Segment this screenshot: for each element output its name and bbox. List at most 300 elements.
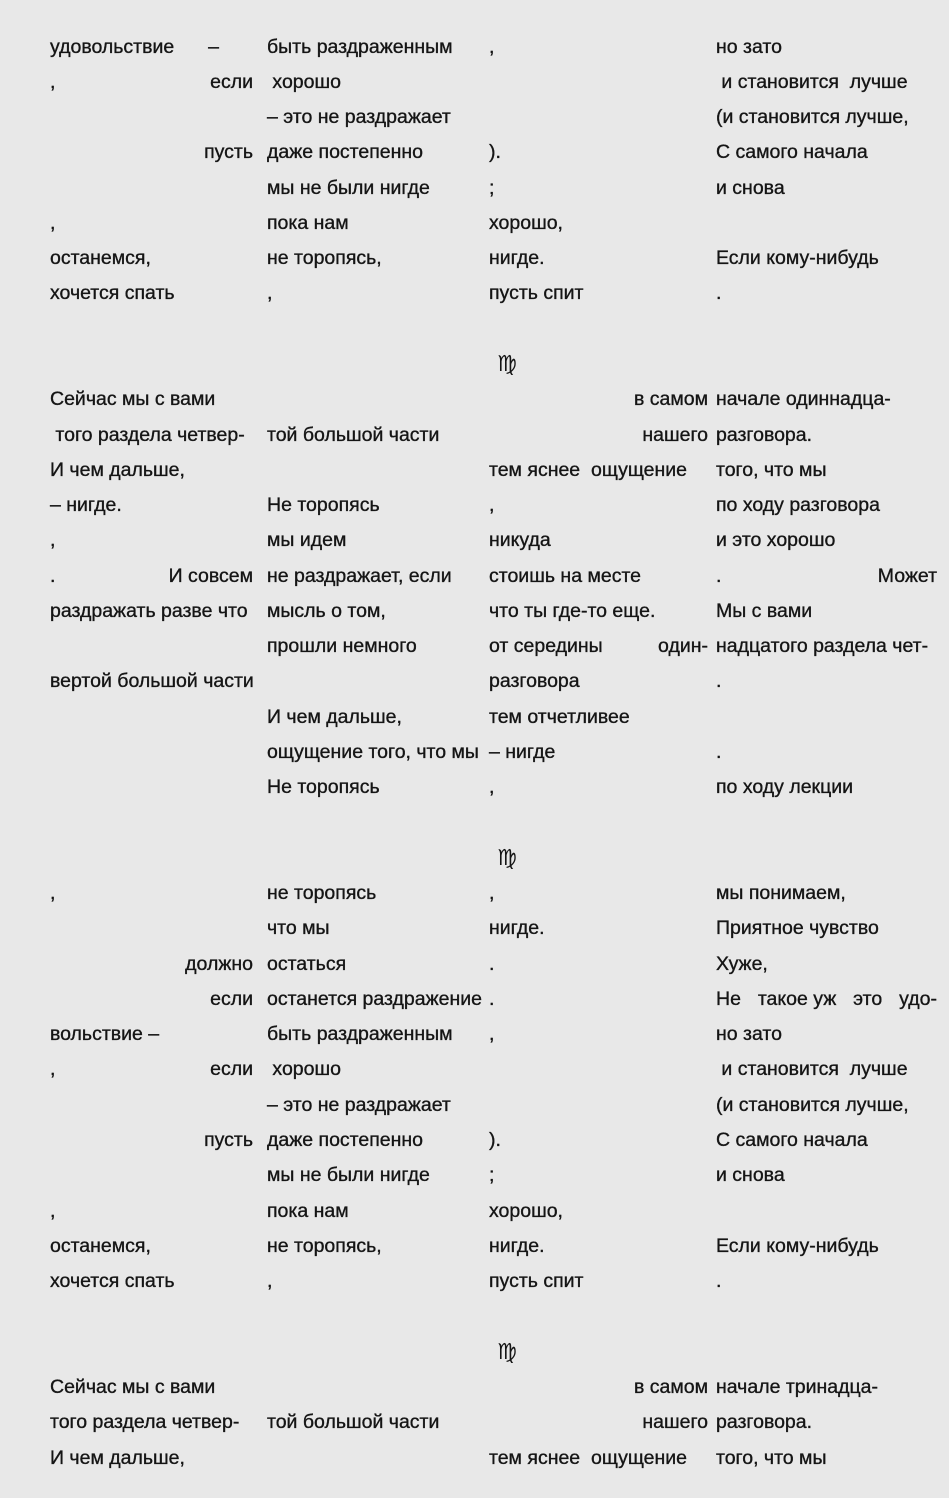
column-4-text xyxy=(716,171,937,206)
column-4-text xyxy=(716,488,937,523)
column-3-text xyxy=(489,382,708,417)
text-line xyxy=(0,594,949,629)
text-fragment: , xyxy=(50,70,56,93)
text-fragment: нигде. xyxy=(489,1234,545,1257)
text-fragment: , xyxy=(489,776,495,799)
column-1-text xyxy=(50,30,253,65)
column-1-text xyxy=(50,1441,253,1476)
text-line xyxy=(0,1370,949,1405)
text-line xyxy=(0,1194,949,1229)
text-fragment: тем яснее ощущение xyxy=(489,458,688,481)
column-4-text xyxy=(716,559,937,594)
text-fragment: и снова xyxy=(716,1164,785,1187)
column-1-text xyxy=(50,1088,253,1123)
column-1-text xyxy=(50,382,253,417)
blank-line xyxy=(0,1299,949,1334)
section-divider xyxy=(0,1335,949,1370)
column-3-text xyxy=(489,982,708,1017)
text-fragment: разговора. xyxy=(716,423,813,446)
column-3-text xyxy=(489,453,708,488)
column-2-text xyxy=(267,418,481,453)
text-fragment: и становится лучше xyxy=(716,1058,908,1081)
column-1-text xyxy=(50,629,253,664)
text-fragment: Может xyxy=(877,564,937,587)
column-1-text xyxy=(50,700,253,735)
text-fragment: нигде. xyxy=(489,247,545,270)
text-line xyxy=(0,453,949,488)
column-3-text xyxy=(489,629,708,664)
text-fragment: в самом xyxy=(633,388,708,411)
text-fragment: , xyxy=(489,35,495,58)
text-fragment: вертой большой части xyxy=(50,670,254,693)
text-fragment: мы не были нигде xyxy=(267,176,430,199)
text-line xyxy=(0,1405,949,1440)
column-4-text xyxy=(716,100,937,135)
column-4-text xyxy=(716,1017,937,1052)
column-3-text xyxy=(489,1405,708,1440)
column-3-text xyxy=(489,1158,708,1193)
text-fragment: даже постепенно xyxy=(267,141,424,164)
text-fragment: – xyxy=(208,35,220,58)
text-fragment: останется раздражение xyxy=(267,987,483,1010)
text-fragment: – нигде xyxy=(489,741,556,763)
column-3-text xyxy=(489,1017,708,1052)
text-fragment: удовольствие xyxy=(50,35,175,58)
text-fragment: (и становится лучше, xyxy=(716,106,909,129)
text-fragment: хорошо, xyxy=(489,1199,563,1222)
text-fragment: и это хорошо xyxy=(716,529,836,552)
column-4-text xyxy=(716,1229,937,1264)
column-1-text xyxy=(50,65,253,100)
column-3-text xyxy=(489,770,708,805)
text-line xyxy=(0,65,949,100)
column-4-text xyxy=(716,911,937,946)
column-4-text xyxy=(716,276,937,311)
text-fragment: , xyxy=(267,282,273,305)
text-fragment: по ходу лекции xyxy=(716,776,854,799)
text-fragment: должно xyxy=(185,952,253,975)
column-4-text xyxy=(716,876,937,911)
text-line xyxy=(0,770,949,805)
text-fragment: . xyxy=(489,952,495,975)
text-fragment: ; xyxy=(489,1164,495,1187)
column-3-text xyxy=(489,241,708,276)
column-1-text xyxy=(50,1229,253,1264)
column-3-text xyxy=(489,664,708,699)
text-fragment: надцатого раздела чет- xyxy=(716,635,929,658)
text-fragment: не раздражает, если xyxy=(267,564,452,587)
text-fragment: , xyxy=(267,1270,273,1293)
column-4-text xyxy=(716,382,937,417)
text-fragment: пусть xyxy=(204,141,253,164)
column-3-text xyxy=(489,700,708,735)
column-3-text xyxy=(489,276,708,311)
column-4-text xyxy=(716,523,937,558)
column-1-text xyxy=(50,735,253,770)
text-line xyxy=(0,1441,949,1476)
text-fragment: ощущение того, что мы xyxy=(267,741,479,763)
column-4-text xyxy=(716,1052,937,1087)
text-fragment: даже постепенно xyxy=(267,1129,424,1152)
text-fragment: того, что мы xyxy=(716,1446,827,1469)
text-fragment: мы идем xyxy=(267,529,347,552)
text-line xyxy=(0,488,949,523)
text-line xyxy=(0,735,949,770)
text-fragment: Сейчас мы с вами xyxy=(50,388,216,411)
text-fragment: , xyxy=(50,882,56,905)
text-fragment: – это не раздражает xyxy=(267,106,451,129)
column-1-text xyxy=(50,241,253,276)
column-2-text xyxy=(267,1017,481,1052)
column-3-text xyxy=(489,488,708,523)
text-fragment: вольствие – xyxy=(50,1023,160,1046)
text-line xyxy=(0,523,949,558)
text-fragment: это xyxy=(853,987,883,1010)
column-4-text xyxy=(716,135,937,170)
column-2-text xyxy=(267,1088,481,1123)
virgo-symbol-icon: ♍ xyxy=(497,1339,517,1365)
column-1-text xyxy=(50,1194,253,1229)
column-4-text xyxy=(716,1370,937,1405)
text-fragment: того, что мы xyxy=(716,458,827,481)
text-fragment: от середины xyxy=(489,635,603,658)
text-fragment: начале тринадца- xyxy=(716,1375,878,1398)
text-fragment: И чем дальше, xyxy=(50,1446,185,1469)
text-fragment: мы не были нигде xyxy=(267,1164,430,1187)
text-line xyxy=(0,30,949,65)
text-fragment: , xyxy=(489,882,495,905)
column-2-text xyxy=(267,523,481,558)
text-fragment: хорошо xyxy=(267,1058,341,1081)
column-2-text xyxy=(267,664,481,699)
section-divider xyxy=(0,841,949,876)
column-1-text xyxy=(50,982,253,1017)
text-line xyxy=(0,629,949,664)
blank-line xyxy=(0,806,949,841)
column-3-text xyxy=(489,100,708,135)
text-fragment: , xyxy=(50,529,56,552)
column-3-text xyxy=(489,65,708,100)
text-line xyxy=(0,206,949,241)
section-divider xyxy=(0,347,949,382)
text-fragment: разговора. xyxy=(716,1411,813,1434)
text-fragment: пусть спит xyxy=(489,282,584,305)
column-1-text xyxy=(50,418,253,453)
text-fragment: тем яснее ощущение xyxy=(489,1446,688,1469)
column-3-text xyxy=(489,947,708,982)
column-1-text xyxy=(50,206,253,241)
column-2-text xyxy=(267,206,481,241)
text-line xyxy=(0,559,949,594)
text-fragment: . xyxy=(716,282,722,305)
text-fragment: один- xyxy=(658,635,708,658)
column-2-text xyxy=(267,135,481,170)
column-3-text xyxy=(489,30,708,65)
column-2-text xyxy=(267,1264,481,1299)
text-line xyxy=(0,418,949,453)
column-2-text xyxy=(267,1441,481,1476)
column-4-text xyxy=(716,418,937,453)
column-2-text xyxy=(267,911,481,946)
text-fragment: быть раздраженным xyxy=(267,35,453,58)
text-fragment: той большой части xyxy=(267,423,440,446)
column-1-text xyxy=(50,947,253,982)
text-fragment: не торопясь, xyxy=(267,1234,382,1257)
text-fragment: . xyxy=(50,564,56,587)
column-4-text xyxy=(716,700,937,735)
text-fragment: той большой части xyxy=(267,1411,440,1434)
column-4-text xyxy=(716,664,937,699)
column-3-text xyxy=(489,1194,708,1229)
column-2-text xyxy=(267,559,481,594)
column-2-text xyxy=(267,171,481,206)
column-1-text xyxy=(50,559,253,594)
column-2-text xyxy=(267,1052,481,1087)
text-fragment: но зато xyxy=(716,35,782,58)
column-4-text xyxy=(716,30,937,65)
text-fragment: , xyxy=(489,494,495,517)
column-2-text xyxy=(267,65,481,100)
text-fragment: Приятное чувство xyxy=(716,917,879,940)
text-fragment: . xyxy=(489,987,495,1010)
text-fragment: . xyxy=(716,741,722,763)
column-2-text xyxy=(267,488,481,523)
column-2-text xyxy=(267,382,481,417)
text-fragment: хорошо xyxy=(267,70,341,93)
column-1-text xyxy=(50,523,253,558)
column-4-text xyxy=(716,735,937,770)
column-3-text xyxy=(489,1052,708,1087)
column-3-text xyxy=(489,559,708,594)
column-3-text xyxy=(489,876,708,911)
text-fragment: , xyxy=(50,211,56,234)
text-fragment: начале одиннадца- xyxy=(716,388,891,411)
column-3-text xyxy=(489,1441,708,1476)
column-2-text xyxy=(267,947,481,982)
column-2-text xyxy=(267,30,481,65)
column-2-text xyxy=(267,1370,481,1405)
text-fragment: остаться xyxy=(267,952,347,975)
column-1-text xyxy=(50,770,253,805)
text-fragment: Мы с вами xyxy=(716,599,813,622)
virgo-symbol-icon: ♍ xyxy=(497,351,517,377)
text-fragment: по ходу разговора xyxy=(716,494,880,517)
text-fragment: если xyxy=(210,1058,253,1081)
column-1-text xyxy=(50,664,253,699)
text-line xyxy=(0,1123,949,1158)
text-line xyxy=(0,664,949,699)
column-2-text xyxy=(267,735,481,770)
column-4-text xyxy=(716,1264,937,1299)
column-4-text xyxy=(716,947,937,982)
text-line xyxy=(0,1052,949,1087)
text-fragment: быть раздраженным xyxy=(267,1023,453,1046)
column-2-text xyxy=(267,700,481,735)
text-fragment: останемся, xyxy=(50,1234,151,1257)
text-fragment: . xyxy=(716,564,722,587)
column-2-text xyxy=(267,770,481,805)
column-3-text xyxy=(489,171,708,206)
column-2-text xyxy=(267,1123,481,1158)
text-fragment: останемся, xyxy=(50,247,151,270)
text-line xyxy=(0,100,949,135)
column-3-text xyxy=(489,1229,708,1264)
column-4-text xyxy=(716,770,937,805)
column-2-text xyxy=(267,1194,481,1229)
column-1-text xyxy=(50,100,253,135)
column-4-text xyxy=(716,65,937,100)
text-fragment: . xyxy=(716,670,722,693)
text-fragment: ). xyxy=(489,1129,501,1152)
text-fragment: И чем дальше, xyxy=(50,458,185,481)
text-fragment: мысль о том, xyxy=(267,599,386,622)
column-2-text xyxy=(267,629,481,664)
text-fragment: И чем дальше, xyxy=(267,705,402,728)
column-3-text xyxy=(489,1264,708,1299)
text-fragment: , xyxy=(489,1023,495,1046)
column-3-text xyxy=(489,1088,708,1123)
text-fragment: (и становится лучше, xyxy=(716,1093,909,1116)
column-1-text xyxy=(50,1405,253,1440)
text-fragment: – нигде. xyxy=(50,494,122,517)
text-line xyxy=(0,171,949,206)
column-4-text xyxy=(716,594,937,629)
text-fragment: и снова xyxy=(716,176,785,199)
column-2-text xyxy=(267,982,481,1017)
text-fragment: пусть xyxy=(204,1129,253,1152)
text-fragment: пусть спит xyxy=(489,1270,584,1293)
text-line xyxy=(0,1017,949,1052)
text-fragment: С самого начала xyxy=(716,1129,868,1152)
text-fragment: но зато xyxy=(716,1023,782,1046)
text-fragment: И совсем xyxy=(168,564,253,587)
text-line xyxy=(0,241,949,276)
text-fragment: разговора xyxy=(489,670,580,693)
column-4-text xyxy=(716,982,937,1017)
text-line xyxy=(0,1229,949,1264)
text-line xyxy=(0,700,949,735)
column-3-text xyxy=(489,135,708,170)
column-4-text xyxy=(716,241,937,276)
text-fragment: Хуже, xyxy=(716,952,768,975)
text-fragment: Не торопясь xyxy=(267,494,380,517)
text-line xyxy=(0,876,949,911)
text-fragment: удо- xyxy=(899,987,937,1010)
column-1-text xyxy=(50,276,253,311)
text-line xyxy=(0,382,949,417)
column-3-text xyxy=(489,594,708,629)
text-fragment: что ты где-то еще. xyxy=(489,599,656,622)
column-1-text xyxy=(50,1123,253,1158)
column-3-text xyxy=(489,523,708,558)
column-1-text xyxy=(50,594,253,629)
column-1-text xyxy=(50,1017,253,1052)
column-1-text xyxy=(50,135,253,170)
column-2-text xyxy=(267,100,481,135)
column-1-text xyxy=(50,453,253,488)
text-fragment: нашего xyxy=(642,423,708,446)
column-2-text xyxy=(267,876,481,911)
text-fragment: пока нам xyxy=(267,211,349,234)
text-fragment: хочется спать xyxy=(50,1270,175,1293)
text-line xyxy=(0,911,949,946)
text-fragment: Если кому-нибудь xyxy=(716,247,879,270)
text-fragment: С самого начала xyxy=(716,141,868,164)
column-1-text xyxy=(50,1158,253,1193)
text-fragment: если xyxy=(210,987,253,1010)
text-fragment: и становится лучше xyxy=(716,70,908,93)
text-line xyxy=(0,1158,949,1193)
blank-line xyxy=(0,312,949,347)
column-3-text xyxy=(489,1370,708,1405)
column-2-text xyxy=(267,453,481,488)
column-2-text xyxy=(267,1229,481,1264)
text-line xyxy=(0,982,949,1017)
text-fragment: если xyxy=(210,70,253,93)
column-1-text xyxy=(50,488,253,523)
column-3-text xyxy=(489,735,708,770)
column-2-text xyxy=(267,241,481,276)
text-fragment: пока нам xyxy=(267,1199,349,1222)
column-2-text xyxy=(267,1405,481,1440)
text-fragment: . xyxy=(716,1270,722,1293)
column-3-text xyxy=(489,206,708,241)
text-fragment: мы понимаем, xyxy=(716,882,846,905)
column-4-text xyxy=(716,1158,937,1193)
column-4-text xyxy=(716,1123,937,1158)
text-fragment: раздражать разве что xyxy=(50,599,248,622)
column-1-text xyxy=(50,1370,253,1405)
column-1-text xyxy=(50,171,253,206)
column-2-text xyxy=(267,594,481,629)
text-fragment: что мы xyxy=(267,917,330,940)
text-fragment: прошли немного xyxy=(267,635,417,658)
virgo-symbol-icon: ♍ xyxy=(497,845,517,871)
column-4-text xyxy=(716,206,937,241)
text-line xyxy=(0,276,949,311)
text-fragment: нашего xyxy=(642,1411,708,1434)
column-4-text xyxy=(716,1088,937,1123)
text-fragment: в самом xyxy=(633,1375,708,1398)
column-4-text xyxy=(716,629,937,664)
text-fragment: Не xyxy=(716,987,741,1010)
text-fragment: , xyxy=(50,1199,56,1222)
column-2-text xyxy=(267,1158,481,1193)
text-fragment: хорошо, xyxy=(489,211,563,234)
text-fragment: ). xyxy=(489,141,501,164)
column-4-text xyxy=(716,453,937,488)
column-3-text xyxy=(489,1123,708,1158)
column-4-text xyxy=(716,1194,937,1229)
text-fragment: Не торопясь xyxy=(267,776,380,799)
column-4-text xyxy=(716,1441,937,1476)
column-1-text xyxy=(50,1052,253,1087)
text-line xyxy=(0,135,949,170)
text-fragment: тем отчетливее xyxy=(489,705,630,728)
text-fragment: не торопясь xyxy=(267,882,377,905)
text-fragment: Сейчас мы с вами xyxy=(50,1375,216,1398)
text-fragment: хочется спать xyxy=(50,282,175,305)
column-3-text xyxy=(489,418,708,453)
column-3-text xyxy=(489,911,708,946)
text-line xyxy=(0,1088,949,1123)
column-2-text xyxy=(267,276,481,311)
text-fragment: нигде. xyxy=(489,917,545,940)
column-1-text xyxy=(50,1264,253,1299)
text-fragment: , xyxy=(50,1058,56,1081)
column-1-text xyxy=(50,911,253,946)
text-fragment: никуда xyxy=(489,529,551,552)
